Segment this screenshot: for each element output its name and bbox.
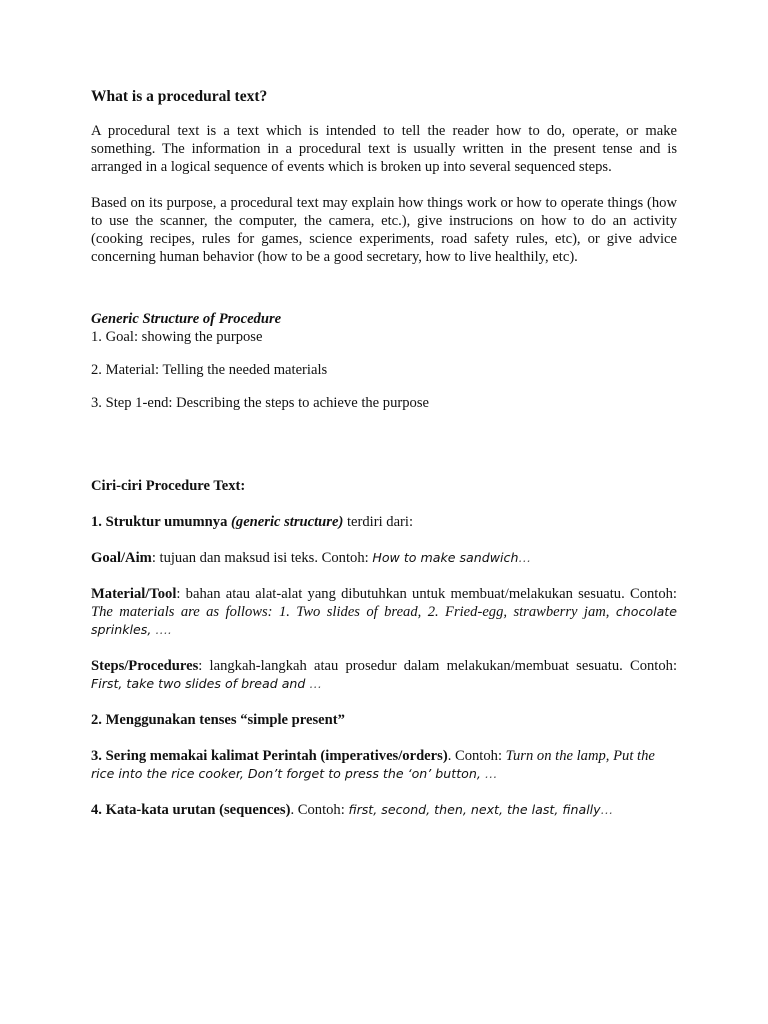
ciri-point-4: 4. Kata-kata urutan (sequences). Contoh: first, second, then, next, the last, finally… bbox=[91, 802, 614, 818]
generic-item-material: 2. Material: Telling the needed materials bbox=[91, 362, 328, 378]
page-title: What is a procedural text? bbox=[91, 88, 268, 105]
document-page bbox=[91, 88, 677, 819]
purpose-paragraph: Based on its purpose, a procedural text may explain how things work or how to operate things (how to use the scanner, the computer, the camera, etc.), give instrucions on how to do an activity (cooking recipes, rules for games, science experiments, road safety rules, etc), or give advice concerning human behavior (how to be a good secretary, how to live healthily, etc). bbox=[91, 195, 677, 265]
ciri-point-1: 1. Struktur umumnya (generic structure) terdiri dari: bbox=[91, 514, 414, 530]
ciri-point-2: 2. Menggunakan tenses “simple present” bbox=[91, 712, 345, 728]
intro-paragraph: A procedural text is a text which is intended to tell the reader how to do, operate, or make something. The information in a procedural text is usually written in the present tense and is arranged in a logical sequence of events which is broken up into several sequenced steps. bbox=[91, 123, 677, 175]
material-tool-line: Material/Tool: bahan atau alat-alat yang dibutuhkan untuk membuat/melakukan sesuatu. Contoh: The materials are as follows: 1. Two slides of bread, 2. Fried-egg, strawberry jam, chocolate sprinkles, …. bbox=[91, 586, 677, 637]
ciri-point-3: 3. Sering memakai kalimat Perintah (imperatives/orders). Contoh: Turn on the lamp, Put the rice into the rice cooker, Don’t forget to press the ‘on’ button, … bbox=[91, 748, 655, 781]
steps-procedures-line: Steps/Procedures: langkah-langkah atau prosedur dalam melakukan/membuat sesuatu. Contoh: First, take two slides of bread and … bbox=[91, 658, 677, 691]
goal-aim-line: Goal/Aim: tujuan dan maksud isi teks. Contoh: How to make sandwich… bbox=[91, 550, 532, 566]
ciri-heading: Ciri-ciri Procedure Text: bbox=[91, 478, 246, 494]
generic-structure-heading: Generic Structure of Procedure bbox=[91, 311, 282, 327]
generic-item-steps: 3. Step 1-end: Describing the steps to achieve the purpose bbox=[91, 395, 430, 411]
generic-item-goal: 1. Goal: showing the purpose bbox=[91, 329, 263, 345]
